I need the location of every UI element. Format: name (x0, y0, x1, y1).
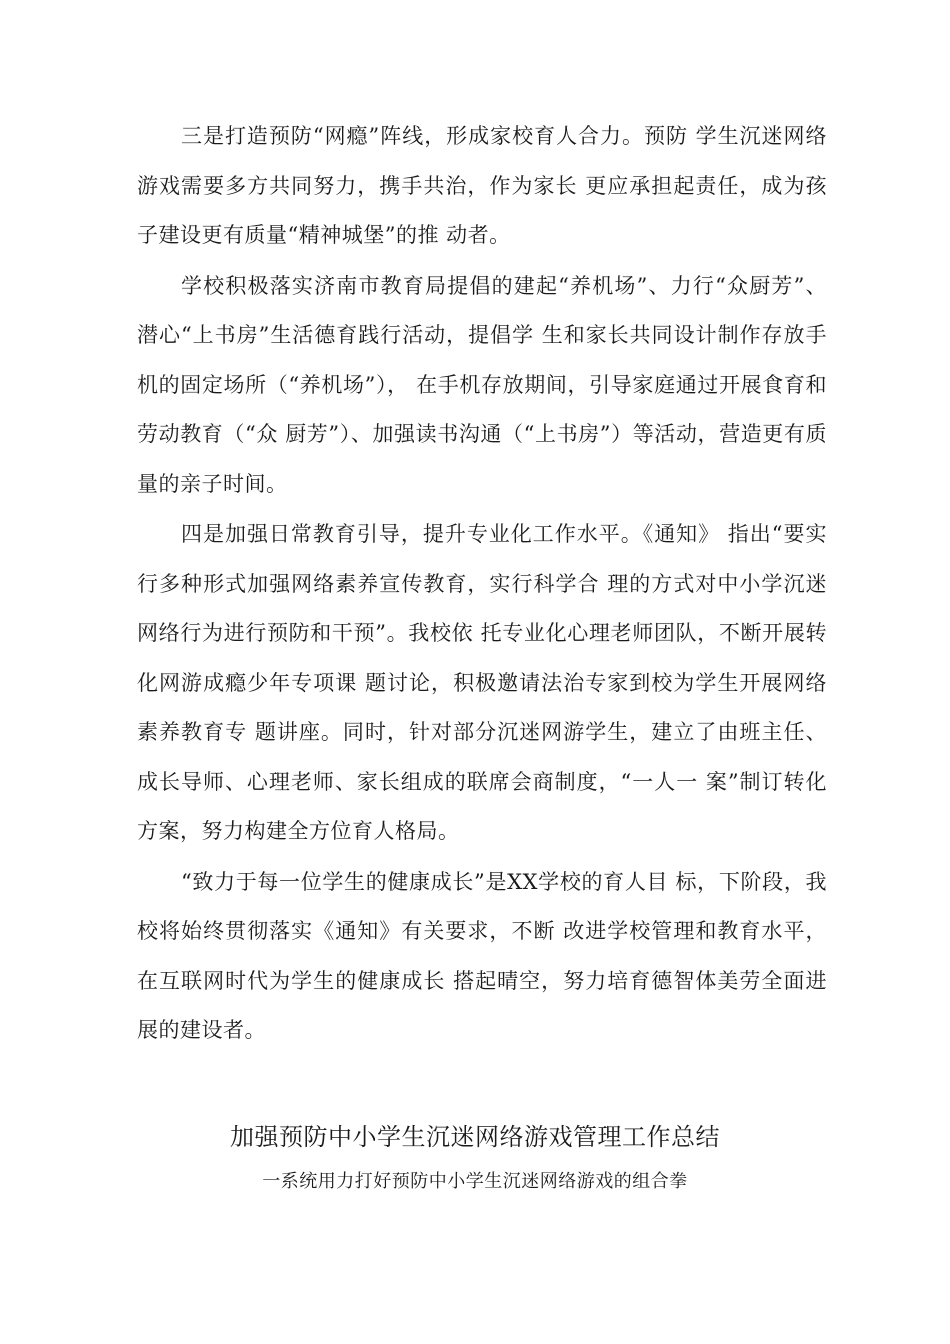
paragraph-conclusion: “致力于每一位学生的健康成长”是XX学校的育人目 标，下阶段，我校将始终贯彻落实《通知》有关要求，不断 改进学校管理和教育水平，在互联网时代为学生的健康成长 搭起晴空，努力培育德智体美劳全面进展的建设者。 (137, 869, 827, 1042)
paragraph-prevention-front: 三是打造预防“网瘾”阵线，形成家校育人合力。预防 学生沉迷网络游戏需要多方共同努力，携手共治，作为家长 更应承担起责任，成为孩子建设更有质量“精神城堡”的推 动者。 (137, 124, 827, 247)
paragraph-daily-education: 四是加强日常教育引导，提升专业化工作水平。《通知》 指出“要实行多种形式加强网络素养宣传教育，实行科学合 理的方式对中小学沉迷网络行为进行预防和干预”。我校依 托专业化心理老师团队，不断开展转化网游成瘾少年专项课 题讨论，积极邀请法治专家到校为学生开展网络素养教育专 题讲座。同时，针对部分沉迷网游学生，建立了由班主任、 成长导师、心理老师、家长组成的联席会商制度，“一人一 案”制订转化方案，努力构建全方位育人格局。 (137, 522, 827, 843)
paragraph-school-activities: 学校积极落实济南市教育局提倡的建起“养机场”、力行“众厨芳”、潜心“上书房”生活德育践行活动，提倡学 生和家长共同设计制作存放手机的固定场所（“养机场”）， 在手机存放期间，引导家庭通过开展食育和劳动教育（“众 厨芳”）、加强读书沟通（“上书房”）等活动，营造更有质 量的亲子时间。 (137, 273, 827, 496)
document-subtitle: 一系统用力打好预防中小学生沉迷网络游戏的组合拳 (262, 1171, 688, 1192)
document-title: 加强预防中小学生沉迷网络游戏管理工作总结 (230, 1123, 720, 1151)
document-body (137, 112, 827, 1056)
